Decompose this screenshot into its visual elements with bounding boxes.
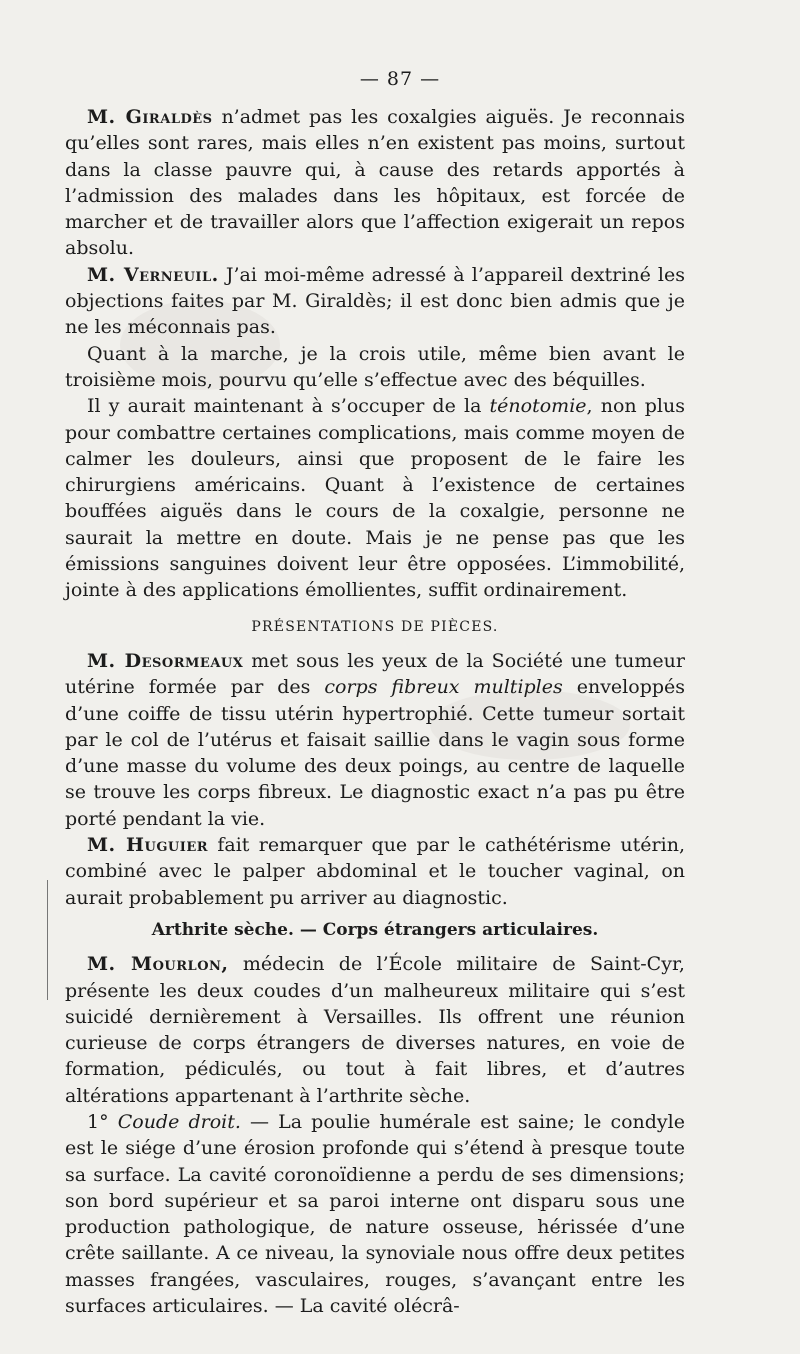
section-heading-presentations: PRÉSENTATIONS DE PIÈCES. [251,618,499,635]
paragraph-desormeaux [65,648,685,832]
paragraph-mourlon [65,951,685,1109]
paragraph-text: enveloppés d’une coiffe de tissu utérin hypertrophié. Cette tumeur sortait par le col de l’utérus et faisait saillie dans le vagin sous forme d’une masse du volume des deux poings, au centre de laquelle se trouve les corps fibreux. Le diagnostic exact n’a pas pu être porté pendant la vie. [65,676,686,830]
paragraph-tenotomie [65,393,685,603]
emphasis-text: Coude droit. [117,1110,241,1133]
paragraph-text: — La poulie humérale est saine; le condyle est le siége d’une érosion profonde qui s’étend à presque toute sa surface. La cavité coronoïdienne a perdu de ses dimensions; son bord supérieur et sa paroi interne ont disparu sous une production pathologique, de nature osseuse, hérissée d’une crête saillante. A ce niveau, la synoviale nous offre deux petites masses frangées, vasculaires, rouges, s’avançant entre les surfaces articulaires. — La cavité olécrâ- [65,1110,685,1318]
paragraph-text: fait remarquer que par le cathétérisme utérin, combiné avec le palper abdominal et le toucher vaginal, on aurait probablement pu arriver au diagnostic. [65,834,685,909]
emphasis-text: ténotomie [489,395,587,418]
paragraph-marche [65,341,685,394]
speaker-name: M. Giraldès [87,106,213,128]
paragraph-text: , non plus pour combattre certaines complications, mais comme moyen de calmer les douleurs, ainsi que proposent de le faire les chirurgiens américains. Quant à l’existence de certaines bouffées aiguës dans le cours de la coxalgie, personne ne saurait la mettre en doute. Mais je ne pense pas que les émissions sanguines doivent leur être opposées. L’immobilité, jointe à des applications émollientes, suffit ordinairement. [65,395,685,602]
speaker-name: M. Desormeaux [87,649,244,672]
paragraph-huguier [65,832,685,911]
paragraph-coude-droit [65,1109,685,1319]
paragraph-text: médecin de l’École militaire de Saint-Cyr, présente les deux coudes d’un malheureux militaire qui s’est suicidé dernièrement à Versailles. Ils offrent une réunion curieuse de corps étrangers de diverses natures, en voie de formation, pédiculés, ou tout à fait libres, et d’autres altérations appartenant à l’arthrite sèche. [65,953,685,1107]
paragraph-prefix: 1° [87,1110,118,1133]
paragraph-text: Quant à la marche, je la crois utile, même bien avant le troisième mois, pourvu qu’elle s’effectue avec des béquilles. [65,342,685,391]
paragraph-giraldes [65,104,685,262]
page-number: — 87 — [359,68,441,90]
speaker-name: M. Mourlon, [87,953,229,976]
paragraph-text: Il y aurait maintenant à s’occuper de la [87,395,490,418]
speaker-name: M. Verneuil. [87,263,219,286]
emphasis-text: corps fibreux multiples [324,676,563,699]
paragraph-verneuil [65,262,685,341]
section-heading-arthrite: Arthrite sèche. — Corps étrangers articulaires. [151,919,599,940]
speaker-name: M. Huguier [87,834,209,857]
body-text [65,104,685,1319]
paragraph-text: n’admet pas les coxalgies aiguës. Je reconnais qu’elles sont rares, mais elles n’en existent pas moins, surtout dans la classe pauvre qui, à cause des retards apportés à l’admission des malades dans les hôpitaux, est forcée de marcher et de travailler alors que l’affection exigerait un repos absolu. [65,106,686,260]
paragraph-text: met sous les yeux de la Société une tumeur utérine formée par des [65,649,685,699]
margin-mark [47,880,48,1000]
paragraph-text: J’ai moi-même adressé à l’appareil dextriné les objections faites par M. Giraldès; il est donc bien admis que je ne les méconnais pas. [65,263,686,339]
